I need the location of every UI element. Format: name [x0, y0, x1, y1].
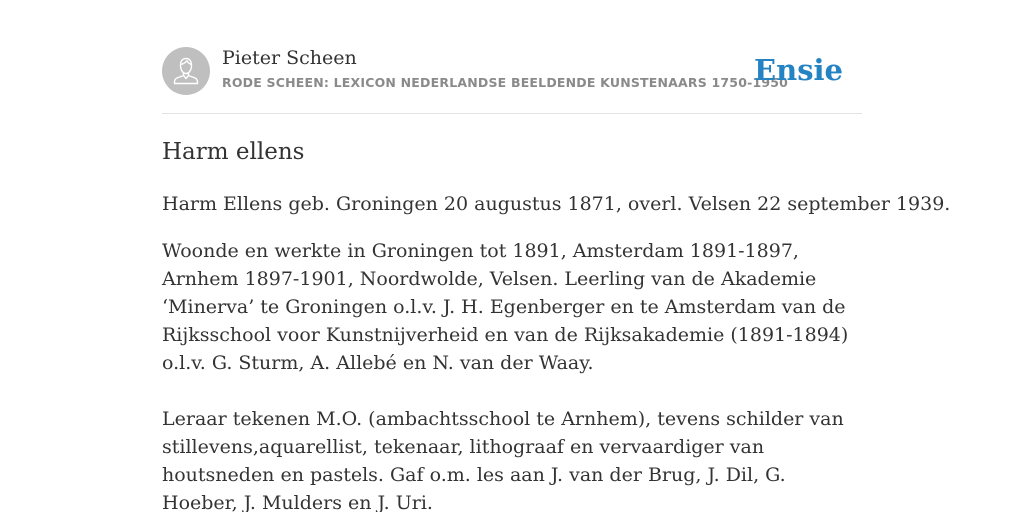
article-paragraph-1: Harm Ellens geb. Groningen 20 augustus 1871, overl. Velsen 22 september 1939. [162, 193, 951, 215]
header-divider [162, 113, 862, 114]
article-title: Harm ellens [162, 139, 305, 165]
author-avatar[interactable] [162, 47, 210, 95]
article-paragraph-3: Leraar tekenen M.O. (ambachtsschool te Arnhem), tevens schilder van stillevens,aquarellist, tekenaar, lithograaf en vervaardiger van houtsneden en pastels. Gaf o.m. les aan J. van der Brug, J. Dil, G. Hoeber, J. Mulders en J. Uri. [162, 408, 844, 512]
ensie-logo[interactable]: Ensie [754, 53, 843, 87]
user-silhouette-icon [162, 47, 210, 95]
author-name[interactable]: Pieter Scheen [222, 47, 357, 69]
source-title[interactable]: RODE SCHEEN: LEXICON NEDERLANDSE BEELDENDE KUNSTENAARS 1750-1950 [222, 75, 789, 90]
article-paragraph-2: Woonde en werkte in Groningen tot 1891, Amsterdam 1891-1897, Arnhem 1897-1901, Noordwolde, Velsen. Leerling van de Akademie ‘Minerva’ te Groningen o.l.v. J. H. Egenberger en te Amsterdam van de Rijksschool voor Kunstnijverheid en van de Rijksakademie (1891-1894) o.l.v. G. Sturm, A. Allebé en N. van der Waay. [162, 240, 849, 374]
article-header [162, 46, 862, 96]
